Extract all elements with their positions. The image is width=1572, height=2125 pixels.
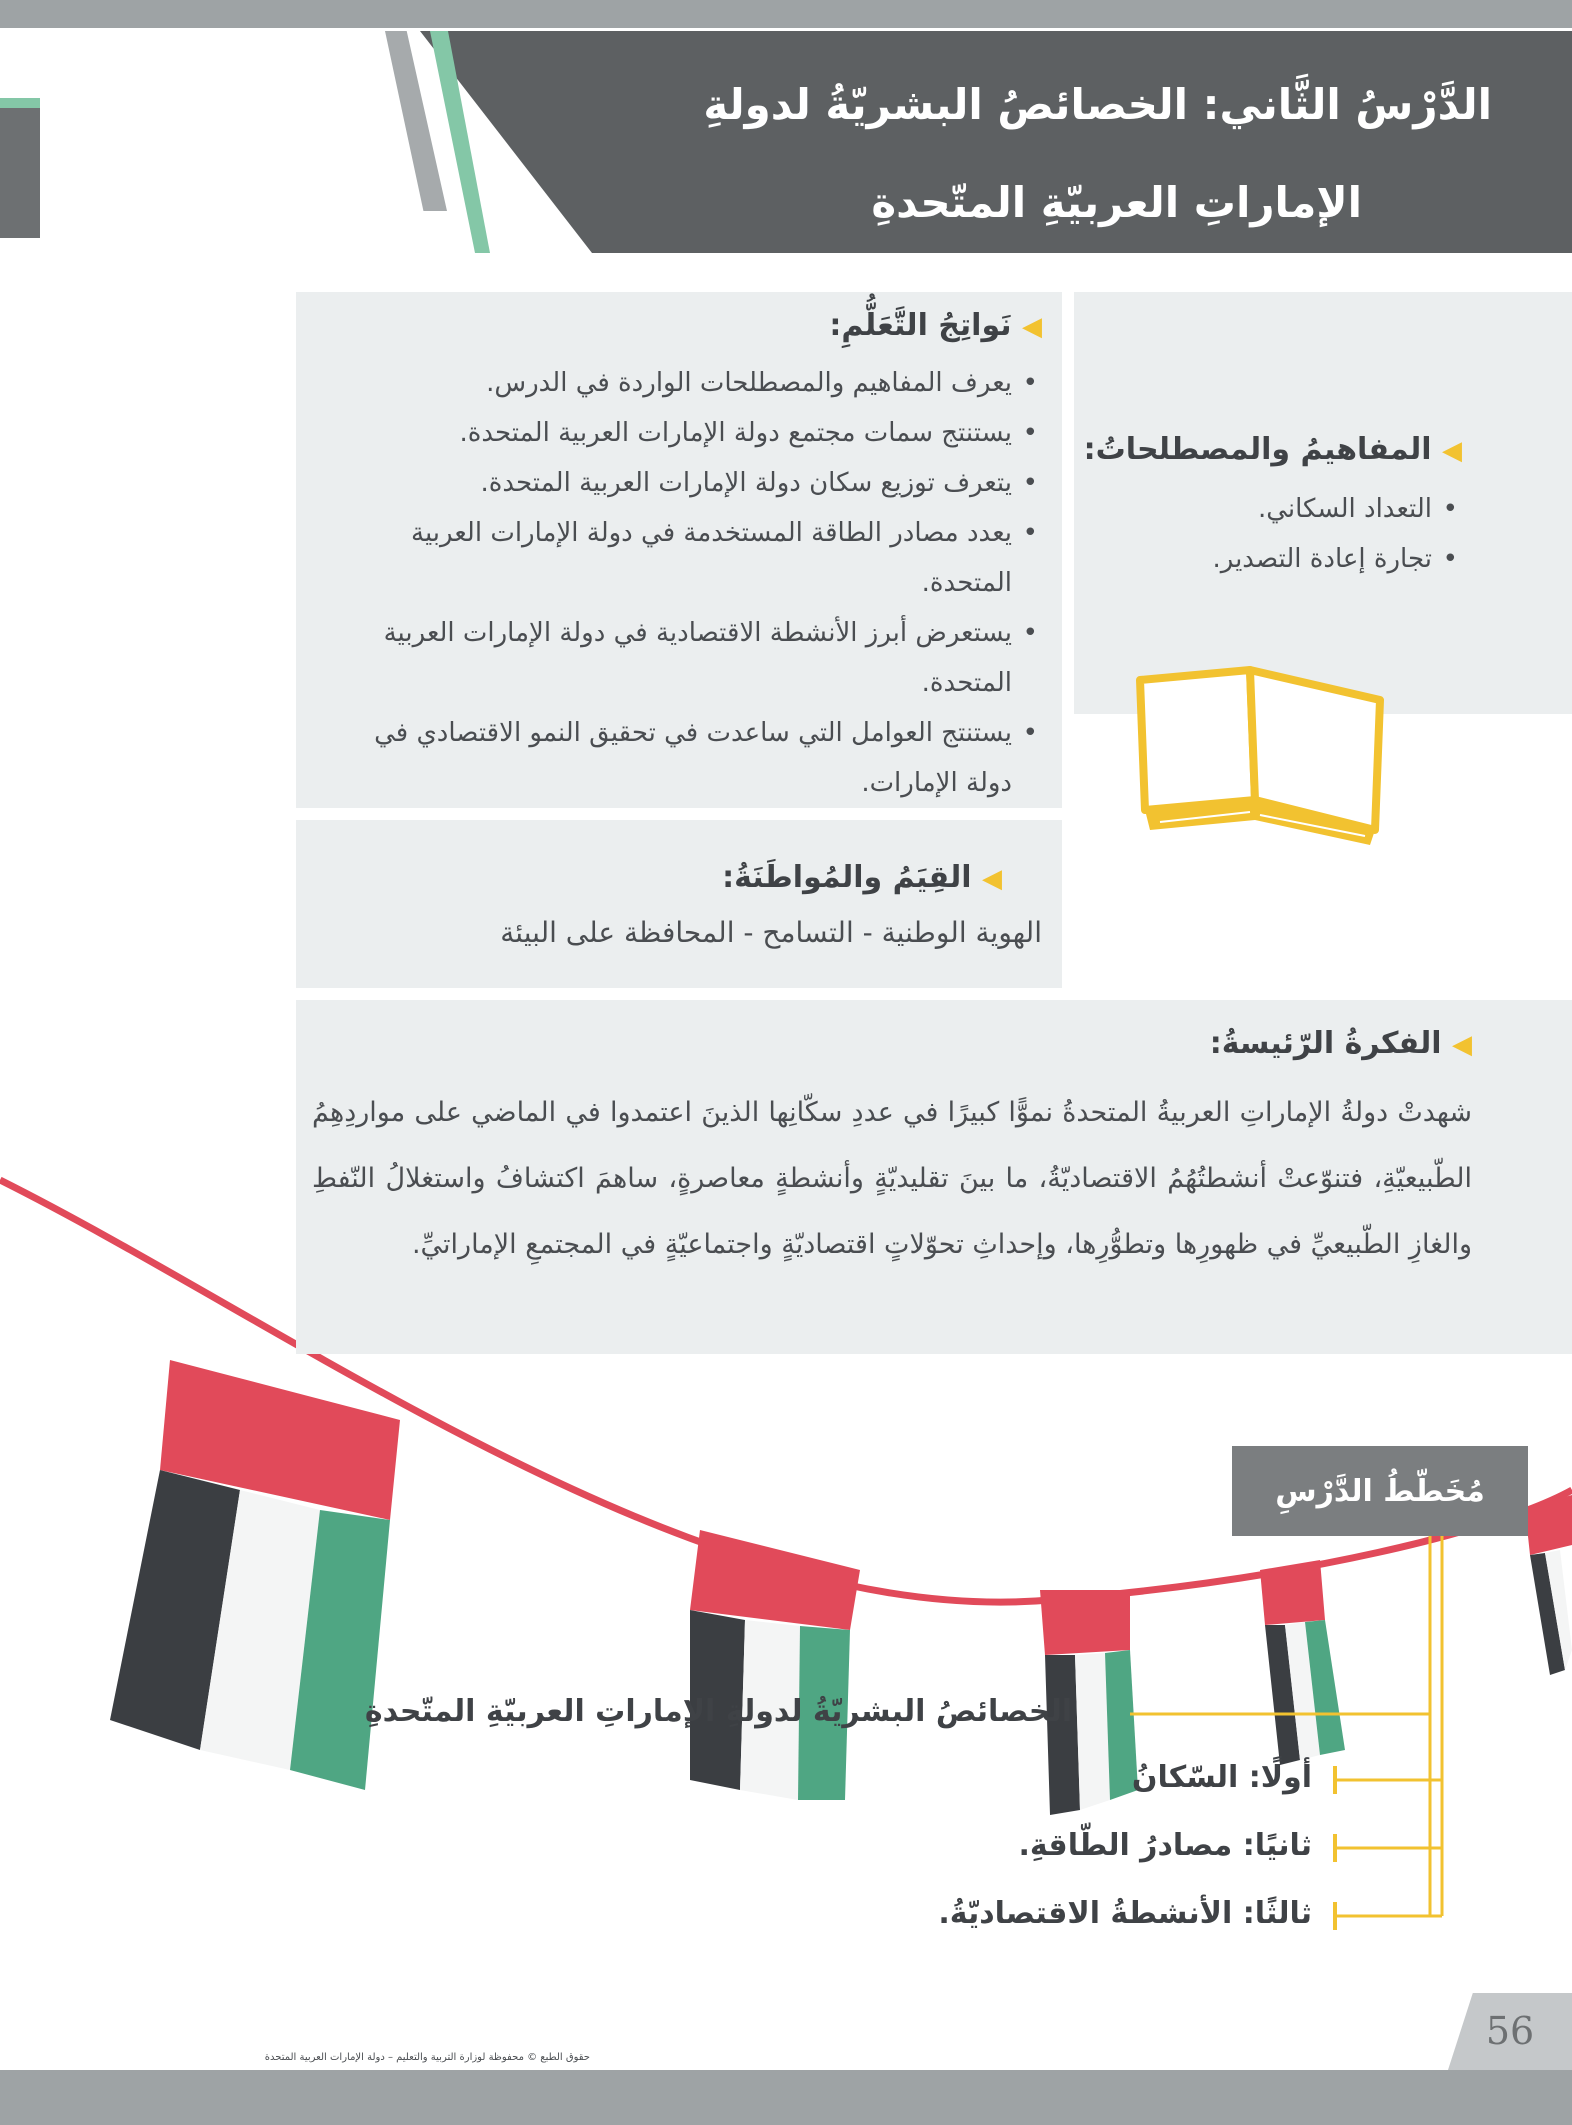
open-book-icon (1130, 640, 1400, 850)
left-tab-stripe (0, 98, 40, 108)
main-idea-box (296, 1000, 1572, 1354)
main-idea-text: شهدتْ دولةُ الإماراتِ العربيةُ المتحدةُ نموًّا كبيرًا في عددِ سكّانِها الذينَ اعتمدوا في الماضي على مواردِهِمُ الطّبيعيّةِ، فتنوّعتْ أنشطتُهُمُ الاقتصاديّةُ، ما بينَ تقليديّةٍ وأنشطةٍ معاصرةٍ، ساهمَ اكتشافُ واستغلالُ النّفطِ والغازِ الطّبيعيِّ في ظهورِها وتطوُّرِها، وإحداثِ تحوّلاتٍ اقتصاديّةٍ واجتماعيّةٍ في المجتمعِ الإماراتيِّ. (312, 1097, 1472, 1260)
learning-outcomes-heading: ◀ نَواتِجُ التَّعَلُّمِ: (829, 308, 1042, 343)
lesson-plan-item-2: ثانيًا: مصادرُ الطّاقةِ. (1018, 1828, 1312, 1863)
list-item: • التعداد السكاني. (1122, 484, 1462, 534)
lesson-title-line1: الدَّرْسُ الثَّاني: الخصائصُ البشريّةُ لدولةِ (703, 80, 1492, 129)
lesson-plan-item-3: ثالثًا: الأنشطةُ الاقتصاديّةُ. (938, 1896, 1312, 1931)
learning-outcomes-list (322, 358, 1042, 808)
values-text: الهوية الوطنية - التسامح - المحافظة على البيئة (500, 916, 1042, 949)
arrow-left-icon: ◀ (1442, 436, 1462, 466)
lesson-plan-item-1: أولًا: السّكانُ (1131, 1760, 1312, 1795)
top-bar (0, 0, 1572, 28)
lesson-plan-main-topic: الخصائصُ البشريّةُ لدولةِ الإماراتِ العربيّةِ المتّحدةِ (364, 1694, 1072, 1729)
footer-bar (0, 2070, 1572, 2125)
list-item: • يعدد مصادر الطاقة المستخدمة في دولة الإمارات العربية المتحدة. (322, 508, 1042, 608)
lesson-plan-connectors (1000, 1536, 1460, 1936)
list-item: • يستنتج العوامل التي ساعدت في تحقيق النمو الاقتصادي في دولة الإمارات. (322, 708, 1042, 808)
learning-outcomes-box (296, 292, 1062, 808)
main-idea-heading: ◀ الفكرةُ الرّئيسةُ: (1209, 1026, 1472, 1061)
arrow-left-icon: ◀ (1022, 312, 1042, 342)
values-heading: ◀ القِيَمُ والمُواطَنَةُ: (722, 860, 1002, 895)
list-item: • تجارة إعادة التصدير. (1122, 534, 1462, 584)
page-number: 56 (1485, 2009, 1535, 2053)
arrow-left-icon: ◀ (1452, 1030, 1472, 1060)
flag-2 (690, 1530, 860, 1800)
flag-1 (110, 1360, 400, 1790)
concepts-heading: ◀ المفاهيمُ والمصطلحاتُ: (1083, 432, 1462, 467)
lesson-plan-heading: مُخَطّطُ الدَّرْسِ (1232, 1446, 1528, 1536)
copyright-text: حقوق الطبع © محفوظة لوزارة التربية والتعليم – دولة الإمارات العربية المتحدة (264, 2052, 590, 2063)
lesson-title-line2: الإماراتِ العربيّةِ المتّحدةِ (871, 178, 1362, 227)
flag-5 (1525, 1495, 1572, 1675)
list-item: • يستعرض أبرز الأنشطة الاقتصادية في دولة الإمارات العربية المتحدة. (322, 608, 1042, 708)
list-item: • يستنتج سمات مجتمع دولة الإمارات العربية المتحدة. (322, 408, 1042, 458)
list-item: • يتعرف توزيع سكان دولة الإمارات العربية المتحدة. (322, 458, 1042, 508)
arrow-left-icon: ◀ (982, 864, 1002, 894)
list-item: • يعرف المفاهيم والمصطلحات الواردة في الدرس. (322, 358, 1042, 408)
left-tab-decoration (0, 98, 40, 238)
values-box (296, 820, 1062, 988)
concepts-list (1122, 484, 1462, 584)
